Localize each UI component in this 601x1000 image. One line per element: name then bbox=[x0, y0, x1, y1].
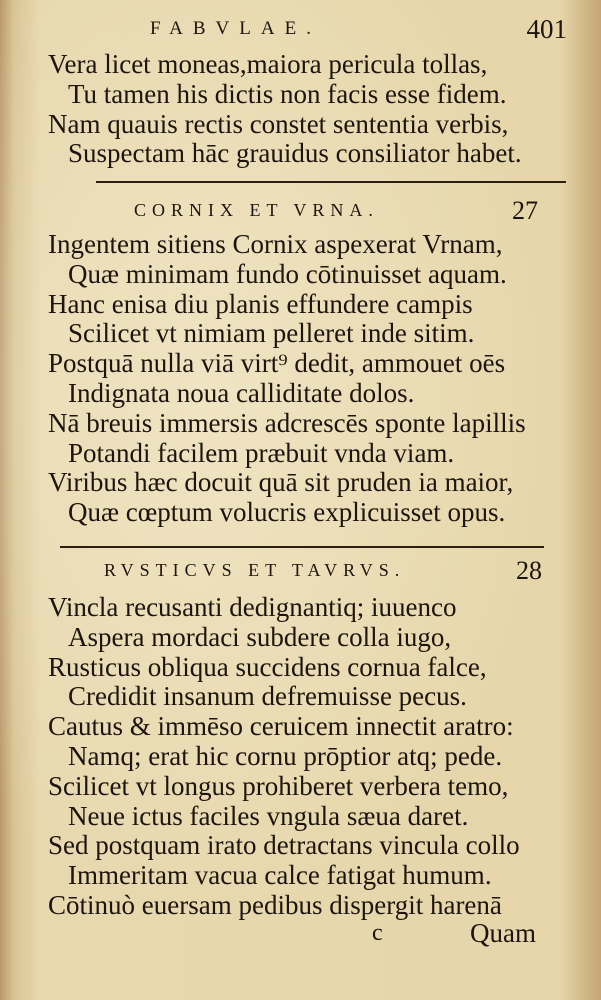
verse-line: Nam quauis rectis constet sententia verbis, bbox=[48, 108, 509, 139]
section-divider bbox=[60, 546, 544, 548]
verse-line: Aspera mordaci subdere colla iugo, bbox=[68, 621, 452, 652]
fable-title: CORNIX ET VRNA. bbox=[134, 200, 379, 220]
fable-verse bbox=[0, 593, 601, 921]
fable-heading bbox=[0, 196, 601, 230]
verse-line: Immeritam vacua calce fatigat humum. bbox=[68, 860, 492, 891]
verse-line: Indignata noua calliditate dolos. bbox=[68, 377, 415, 408]
page-footer bbox=[0, 918, 601, 950]
signature-mark: c bbox=[372, 920, 383, 946]
verse-line: Postquā nulla viā virt⁹ dedit, ammouet oēs bbox=[48, 348, 506, 379]
verse-line: Scilicet vt nimiam pelleret inde sitim. bbox=[68, 318, 475, 349]
verse-line: Suspectam hāc grauidus consiliator habet. bbox=[68, 138, 522, 169]
catchword: Quam bbox=[470, 918, 536, 948]
verse-line: Namq; erat hic cornu prōptior atq; pede. bbox=[68, 740, 503, 771]
running-title: FABVLAE. bbox=[150, 18, 321, 39]
verse-line: Vera licet moneas,maiora pericula tollas, bbox=[48, 49, 488, 79]
verse-line: Viribus hæc docuit quā sit pruden ia maior, bbox=[48, 467, 514, 498]
section-divider bbox=[96, 181, 566, 183]
fable-number: 28 bbox=[516, 556, 542, 585]
verse-line: Hanc enisa diu planis effundere campis bbox=[48, 288, 473, 319]
verse-line: Potandi facilem præbuit vnda viam. bbox=[68, 437, 455, 468]
verse-line: Quæ cœptum volucris explicuisset opus. bbox=[68, 497, 506, 528]
verse-line: Quæ minimam fundo cōtinuisset aquam. bbox=[68, 258, 507, 289]
verse-line: Vincla recusanti dedignantiq; iuuenco bbox=[48, 592, 457, 622]
verse-line: Credidit insanum defremuisse pecus. bbox=[68, 681, 467, 712]
verse-line: Cautus & immēso ceruicem innectit aratro: bbox=[48, 711, 514, 742]
fable-title: RVSTICVS ET TAVRVS. bbox=[104, 560, 406, 580]
fable-verse bbox=[0, 230, 601, 528]
verse-line: Nā breuis immersis adcrescēs sponte lapillis bbox=[48, 407, 526, 438]
verse-line: Neue ictus faciles vngula sæua daret. bbox=[68, 800, 469, 831]
verse-line: Sed postquam irato detractans vincula collo bbox=[48, 830, 520, 861]
page-number: 401 bbox=[526, 14, 567, 44]
intro-verse bbox=[0, 50, 601, 169]
verse-line: Ingentem sitiens Cornix aspexerat Vrnam, bbox=[48, 229, 503, 259]
page-header bbox=[0, 14, 601, 54]
verse-line: Rusticus obliqua succidens cornua falce, bbox=[48, 651, 487, 682]
verse-line: Scilicet vt longus prohiberet verbera temo, bbox=[48, 770, 509, 801]
verse-line: Cōtinuò euersam pedibus dispergit harenā bbox=[48, 889, 502, 920]
verse-line: Tu tamen his dictis non facis esse fidem. bbox=[68, 78, 507, 109]
fable-heading bbox=[0, 556, 601, 590]
fable-number: 27 bbox=[512, 196, 538, 225]
